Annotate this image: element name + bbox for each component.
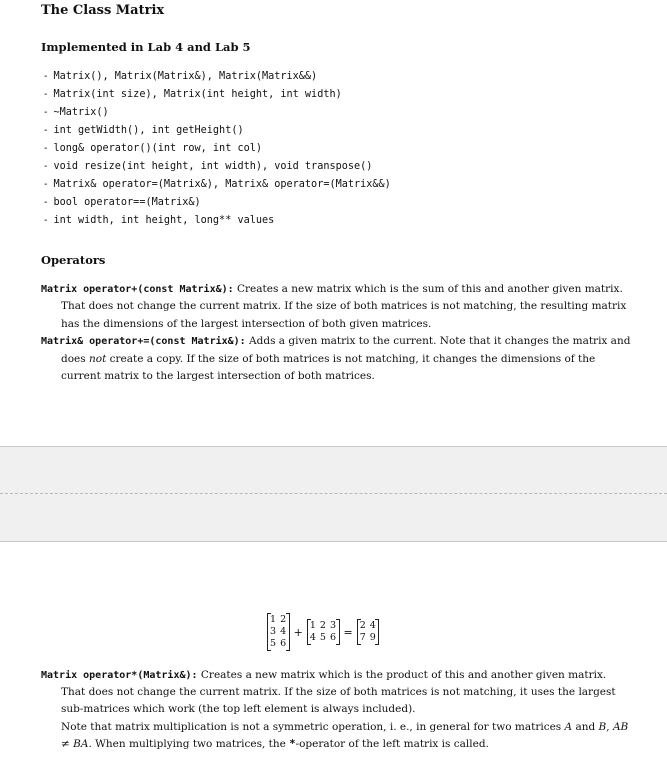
operator-plus-paragraph: Matrix operator+(const Matrix&): Creates a new matrix which is the sum of this and another given matrix. That does not change the current matrix. If the size of both matrices is not matching, the resulting matrix has the dimensions of the largest intersection of both given matrices.	[41, 283, 627, 330]
implemented-heading: Implemented in Lab 4 and Lab 5	[41, 40, 251, 54]
page-title: The Class Matrix	[41, 3, 165, 18]
list-item: - Matrix(), Matrix(Matrix&), Matrix(Matrix&&)	[44, 71, 318, 82]
operator-multiply-signature: Matrix operator*(Matrix&):	[41, 670, 198, 681]
matrix-result: 2 4 7 9	[357, 619, 380, 645]
plus-sign: +	[293, 625, 303, 639]
page-bottom	[0, 541, 667, 757]
page-divider	[0, 493, 667, 494]
list-item: - bool operator==(Matrix&)	[44, 197, 201, 208]
inequality-expression: AB ≠ BA	[61, 720, 629, 750]
operator-multiply-paragraph: Matrix operator*(Matrix&): Creates a new matrix which is the product of this and another given matrix. That does not change the current matrix. If the size of both matrices is not matching, it uses the largest sub-matrices which work (the top left element is always included).	[41, 669, 616, 716]
list-item: - long& operator()(int row, int col)	[44, 143, 262, 154]
matrix-left: 1 2 3 4 5 6	[267, 613, 290, 651]
list-item: - int width, int height, long** values	[44, 215, 275, 226]
matrix-sum-formula	[267, 604, 379, 660]
operators-description	[41, 281, 631, 385]
operator-plus-assign-signature: Matrix& operator+=(const Matrix&):	[41, 336, 246, 348]
page-break-band	[0, 446, 667, 542]
operator-plus-assign-paragraph: Matrix& operator+=(const Matrix&): Adds a given matrix to the current. Note that it changes the matrix and does not create a copy. If the size of both matrices is not matching, it changes the dimensions of the current matrix to the largest intersection of both matrices.	[41, 335, 631, 383]
list-item: - ~Matrix()	[44, 107, 109, 118]
list-item: - Matrix& operator=(Matrix&), Matrix& operator=(Matrix&&)	[44, 179, 391, 190]
operator-multiply-note: Note that matrix multiplication is not a symmetric operation, i. e., in general for two matrices A and B, AB ≠ BA. When multiplying two matrices, the *-operator of the left matrix is called.	[61, 720, 629, 750]
list-item: - void resize(int height, int width), void transpose()	[44, 161, 373, 172]
list-item: - int getWidth(), int getHeight()	[44, 125, 244, 136]
operators-heading: Operators	[41, 253, 106, 267]
list-item: - Matrix(int size), Matrix(int height, int width)	[44, 89, 342, 100]
operator-multiply-description	[41, 667, 631, 753]
equals-sign: =	[343, 625, 353, 639]
member-list	[44, 68, 391, 230]
matrix-middle: 1 2 3 4 5 6	[307, 619, 340, 645]
operator-plus-signature: Matrix operator+(const Matrix&):	[41, 284, 234, 295]
